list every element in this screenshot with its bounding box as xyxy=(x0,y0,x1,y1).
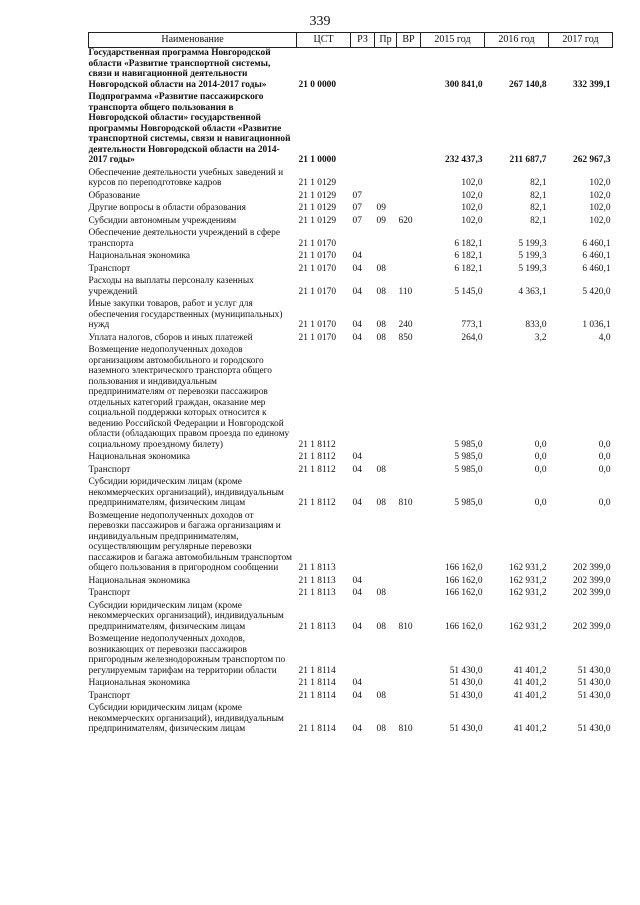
row-name: Возмещение недополученных доходов, возникающих от перевозки пассажиров пригородным железнодорожным транспортом по регулируемым тарифам на территории области xyxy=(88,634,286,676)
row-name: Транспорт xyxy=(88,690,131,701)
header-name: Наименование xyxy=(89,33,297,48)
row-pr: 08 xyxy=(376,263,386,274)
row-cst: 21 1 8114 xyxy=(298,665,336,676)
row-2017: 6 460,1 xyxy=(582,251,611,261)
row-vr xyxy=(397,264,421,277)
row-cst: 21 1 0170 xyxy=(298,320,336,330)
row-name: Национальная экономика xyxy=(88,251,191,261)
row-pr xyxy=(375,191,397,204)
header-vr: ВР xyxy=(397,33,421,48)
table-row xyxy=(89,191,613,204)
table-row xyxy=(89,703,613,737)
row-name: Национальная экономика xyxy=(88,575,191,586)
row-2016: 0,0 xyxy=(534,464,547,475)
row-2016: 0,0 xyxy=(534,498,547,508)
table-header-row xyxy=(89,33,613,48)
row-cst: 21 1 0129 xyxy=(298,190,336,201)
row-2015: 51 430,0 xyxy=(449,678,483,688)
table-row xyxy=(89,691,613,704)
row-2015: 264,0 xyxy=(461,332,483,343)
row-2017: 102,0 xyxy=(589,215,611,226)
table-row xyxy=(89,465,613,478)
row-2017: 51 430,0 xyxy=(577,678,611,688)
row-2015: 102,0 xyxy=(461,190,483,201)
row-2017: 202 399,0 xyxy=(573,621,611,632)
row-2017: 0,0 xyxy=(598,498,611,508)
row-name: Субсидии юридическим лицам (кроме некоммерческих организаций), индивидуальным предпринимателям, физическим лицам xyxy=(88,703,284,734)
row-vr xyxy=(397,345,421,452)
row-2015: 166 162,0 xyxy=(445,621,483,632)
row-vr: 810 xyxy=(398,498,413,508)
row-pr: 08 xyxy=(376,320,386,330)
table-row xyxy=(89,216,613,229)
row-cst: 21 1 8113 xyxy=(298,621,336,632)
header-cst: ЦСТ xyxy=(297,33,351,48)
row-cst: 21 1 0129 xyxy=(298,215,336,226)
row-rz xyxy=(351,228,375,251)
row-2017: 202 399,0 xyxy=(573,588,611,598)
row-pr xyxy=(375,634,397,678)
row-vr xyxy=(397,588,421,601)
row-2017: 262 967,3 xyxy=(573,155,611,165)
table-row xyxy=(89,634,613,678)
row-pr: 09 xyxy=(376,203,386,213)
row-2017: 0,0 xyxy=(598,464,611,475)
row-vr xyxy=(397,511,421,576)
table-body xyxy=(89,48,613,737)
row-2015: 300 841,0 xyxy=(445,79,483,90)
row-name: Транспорт xyxy=(88,588,131,598)
row-pr xyxy=(375,251,397,264)
table-row xyxy=(89,203,613,216)
row-pr: 08 xyxy=(376,690,386,701)
row-rz: 04 xyxy=(352,621,362,632)
row-2017: 0,0 xyxy=(598,439,611,450)
row-rz: 04 xyxy=(352,678,362,688)
row-2016: 82,1 xyxy=(530,178,547,188)
table-row xyxy=(89,168,613,191)
row-vr xyxy=(397,634,421,678)
table-row xyxy=(89,678,613,691)
budget-table xyxy=(88,32,613,737)
row-2017: 202 399,0 xyxy=(573,563,611,573)
row-name: Транспорт xyxy=(88,464,131,475)
row-rz: 07 xyxy=(352,203,362,213)
row-name: Национальная экономика xyxy=(88,678,191,688)
row-2016: 5 199,3 xyxy=(518,251,547,261)
row-name: Обеспечение деятельности учреждений в сфере транспорта xyxy=(88,228,281,249)
row-2015: 5 985,0 xyxy=(454,464,483,475)
row-2017: 202 399,0 xyxy=(573,575,611,586)
row-name: Субсидии юридическим лицам (кроме некоммерческих организаций), индивидуальным предпринимателям, физическим лицам xyxy=(88,477,284,508)
row-rz: 04 xyxy=(352,724,362,734)
row-rz xyxy=(351,634,375,678)
row-2016: 82,1 xyxy=(530,190,547,201)
row-pr xyxy=(375,48,397,93)
row-cst: 21 1 0170 xyxy=(298,238,336,249)
row-pr: 08 xyxy=(376,621,386,632)
row-name: Другие вопросы в области образования xyxy=(88,203,246,213)
row-2017: 0,0 xyxy=(598,452,611,462)
row-cst: 21 1 8113 xyxy=(298,563,336,573)
row-cst: 21 1 8112 xyxy=(298,464,336,475)
row-2015: 773,1 xyxy=(461,320,483,330)
row-2015: 51 430,0 xyxy=(449,690,483,701)
table-row xyxy=(89,264,613,277)
row-2015: 5 985,0 xyxy=(454,439,483,450)
row-vr: 110 xyxy=(398,286,413,297)
row-2015: 102,0 xyxy=(461,178,483,188)
row-pr xyxy=(375,678,397,691)
row-vr: 810 xyxy=(398,724,413,734)
row-rz: 04 xyxy=(352,263,362,274)
row-vr xyxy=(397,465,421,478)
row-rz: 04 xyxy=(352,286,362,297)
row-cst: 21 1 8114 xyxy=(298,724,336,734)
row-pr xyxy=(375,345,397,452)
row-pr xyxy=(375,92,397,168)
row-name: Возмещение недополученных доходов от перевозки пассажиров и багажа организациям и индивидуальным предпринимателям, осуществляющим регулярные перевозки пассажиров и багажа автомобильным транспортом общего пользования в пригородном сообщении xyxy=(88,510,292,573)
row-name: Образование xyxy=(88,190,140,201)
table-row xyxy=(89,251,613,264)
row-rz: 07 xyxy=(352,215,362,226)
row-2016: 162 931,2 xyxy=(509,621,547,632)
row-name: Государственная программа Новгородской области «Развитие транспортной системы, связи и навигационной деятельности Новгородской области на 2014-2017 годы» xyxy=(88,48,271,90)
header-2015: 2015 год xyxy=(421,33,485,48)
row-2016: 4 363,1 xyxy=(518,286,547,297)
row-2015: 6 182,1 xyxy=(454,251,483,261)
row-vr xyxy=(397,678,421,691)
table-row xyxy=(89,228,613,251)
row-rz xyxy=(351,168,375,191)
row-name: Расходы на выплаты персоналу казенных учреждений xyxy=(88,276,254,297)
row-2015: 102,0 xyxy=(461,203,483,213)
row-2016: 0,0 xyxy=(534,439,547,450)
row-2017: 4,0 xyxy=(598,332,611,343)
row-2016: 41 401,2 xyxy=(513,724,547,734)
table-row xyxy=(89,299,613,333)
row-rz: 04 xyxy=(352,320,362,330)
row-2016: 82,1 xyxy=(530,203,547,213)
header-pr: Пр xyxy=(375,33,397,48)
row-pr: 08 xyxy=(376,498,386,508)
table-row xyxy=(89,48,613,93)
row-2017: 51 430,0 xyxy=(577,665,611,676)
row-cst: 21 1 0000 xyxy=(298,155,336,165)
row-cst: 21 1 8113 xyxy=(298,588,336,598)
row-name: Уплата налогов, сборов и иных платежей xyxy=(88,332,253,343)
table-row xyxy=(89,452,613,465)
row-2017: 51 430,0 xyxy=(577,724,611,734)
row-2015: 5 985,0 xyxy=(454,452,483,462)
row-name: Субсидии юридическим лицам (кроме некоммерческих организаций), индивидуальным предпринимателям, физическим лицам xyxy=(88,600,284,632)
row-vr xyxy=(397,228,421,251)
row-2017: 102,0 xyxy=(589,203,611,213)
row-pr: 08 xyxy=(376,464,386,475)
row-2016: 3,2 xyxy=(534,332,547,343)
row-cst: 21 1 8114 xyxy=(298,678,336,688)
row-2015: 166 162,0 xyxy=(445,563,483,573)
table-row xyxy=(89,333,613,346)
row-2016: 0,0 xyxy=(534,452,547,462)
row-pr xyxy=(375,168,397,191)
row-pr: 08 xyxy=(376,286,386,297)
row-2015: 6 182,1 xyxy=(454,263,483,274)
row-rz xyxy=(351,92,375,168)
row-vr xyxy=(397,576,421,589)
row-2017: 5 420,0 xyxy=(582,286,611,297)
row-cst: 21 1 0170 xyxy=(298,286,336,297)
row-2016: 162 931,2 xyxy=(509,563,547,573)
row-vr: 620 xyxy=(398,215,413,226)
row-2015: 6 182,1 xyxy=(454,238,483,249)
row-cst: 21 0 0000 xyxy=(298,79,336,90)
row-vr xyxy=(397,251,421,264)
header-2017: 2017 год xyxy=(549,33,613,48)
row-2016: 5 199,3 xyxy=(518,263,547,274)
row-rz: 04 xyxy=(352,588,362,598)
row-2016: 82,1 xyxy=(530,215,547,226)
row-rz: 04 xyxy=(352,251,362,261)
row-cst: 21 1 0129 xyxy=(298,203,336,213)
row-2015: 166 162,0 xyxy=(445,575,483,586)
table-row xyxy=(89,477,613,511)
row-2015: 5 985,0 xyxy=(454,498,483,508)
row-rz xyxy=(351,511,375,576)
row-vr xyxy=(397,168,421,191)
row-2017: 1 036,1 xyxy=(582,320,611,330)
page-number: 339 xyxy=(309,14,331,29)
row-vr: 240 xyxy=(398,320,413,330)
row-name: Транспорт xyxy=(88,263,131,274)
row-2016: 267 140,8 xyxy=(509,79,547,90)
row-rz: 04 xyxy=(352,332,362,343)
row-2016: 162 931,2 xyxy=(509,588,547,598)
row-pr xyxy=(375,452,397,465)
row-vr xyxy=(397,691,421,704)
row-vr xyxy=(397,191,421,204)
row-name: Субсидии автономным учреждениям xyxy=(88,215,237,226)
row-cst: 21 1 8112 xyxy=(298,439,336,450)
row-name: Иные закупки товаров, работ и услуг для обеспечения государственных (муниципальных) нужд xyxy=(88,299,283,330)
header-rz: РЗ xyxy=(351,33,375,48)
row-cst: 21 1 8113 xyxy=(298,575,336,586)
row-rz xyxy=(351,48,375,93)
table-row xyxy=(89,588,613,601)
row-rz: 04 xyxy=(352,498,362,508)
row-rz: 07 xyxy=(352,190,362,201)
row-rz: 04 xyxy=(352,464,362,475)
row-rz xyxy=(351,345,375,452)
row-pr: 08 xyxy=(376,588,386,598)
row-2016: 41 401,2 xyxy=(513,690,547,701)
row-vr xyxy=(397,203,421,216)
row-2015: 51 430,0 xyxy=(449,724,483,734)
table-row xyxy=(89,92,613,168)
row-2016: 162 931,2 xyxy=(509,575,547,586)
row-rz: 04 xyxy=(352,575,362,586)
row-vr xyxy=(397,452,421,465)
row-cst: 21 1 8112 xyxy=(298,452,336,462)
row-2016: 211 687,7 xyxy=(509,155,547,165)
row-pr xyxy=(375,511,397,576)
row-2017: 332 399,1 xyxy=(573,79,611,90)
row-2015: 232 437,3 xyxy=(445,155,483,165)
row-2015: 51 430,0 xyxy=(449,665,483,676)
row-2017: 102,0 xyxy=(589,178,611,188)
row-2017: 102,0 xyxy=(589,190,611,201)
row-name: Возмещение недополученных доходов организациям автомобильного и городского наземного электрического транспорта общего пользования и индивидуальным предпринимателям от перевозки пассажиров отдельных категорий граждан, оказание мер социальной поддержки которых относится к ведению Российской Федерации и Новгородской области (обладающих правом проезда по единому социальному проездному билету) xyxy=(88,345,290,450)
row-name: Обеспечение деятельности учебных заведений и курсов по переподготовке кадров xyxy=(88,167,284,188)
row-2015: 166 162,0 xyxy=(445,588,483,598)
row-2017: 51 430,0 xyxy=(577,690,611,701)
table-row xyxy=(89,601,613,635)
table-row xyxy=(89,511,613,576)
row-cst: 21 1 0129 xyxy=(298,178,336,188)
row-vr xyxy=(397,92,421,168)
row-cst: 21 1 8114 xyxy=(298,690,336,701)
row-cst: 21 1 8112 xyxy=(298,498,336,508)
row-vr xyxy=(397,48,421,93)
row-2016: 5 199,3 xyxy=(518,238,547,249)
row-name: Национальная экономика xyxy=(88,452,191,462)
row-2017: 6 460,1 xyxy=(582,238,611,249)
row-2016: 41 401,2 xyxy=(513,665,547,676)
row-vr: 850 xyxy=(398,332,413,343)
row-2017: 6 460,1 xyxy=(582,263,611,274)
table-row xyxy=(89,345,613,452)
row-cst: 21 1 0170 xyxy=(298,332,336,343)
row-2016: 41 401,2 xyxy=(513,678,547,688)
row-pr xyxy=(375,228,397,251)
row-2015: 5 145,0 xyxy=(454,286,483,297)
row-cst: 21 1 0170 xyxy=(298,263,336,274)
row-pr: 08 xyxy=(376,724,386,734)
row-pr xyxy=(375,576,397,589)
row-pr: 09 xyxy=(376,215,386,226)
row-pr: 08 xyxy=(376,332,386,343)
row-name: Подпрограмма «Развитие пассажирского транспорта общего пользования в Новгородской области» государственной программы Новгородской области «Развитие транспортной системы, связи и навигационной деятельности Новгородской области на 2014-2017 годы» xyxy=(88,92,291,165)
table-row xyxy=(89,276,613,299)
header-2016: 2016 год xyxy=(485,33,549,48)
row-2016: 833,0 xyxy=(525,320,547,330)
row-2015: 102,0 xyxy=(461,215,483,226)
row-rz: 04 xyxy=(352,690,362,701)
row-rz: 04 xyxy=(352,452,362,462)
row-vr: 810 xyxy=(398,621,413,632)
row-cst: 21 1 0170 xyxy=(298,251,336,261)
table-row xyxy=(89,576,613,589)
